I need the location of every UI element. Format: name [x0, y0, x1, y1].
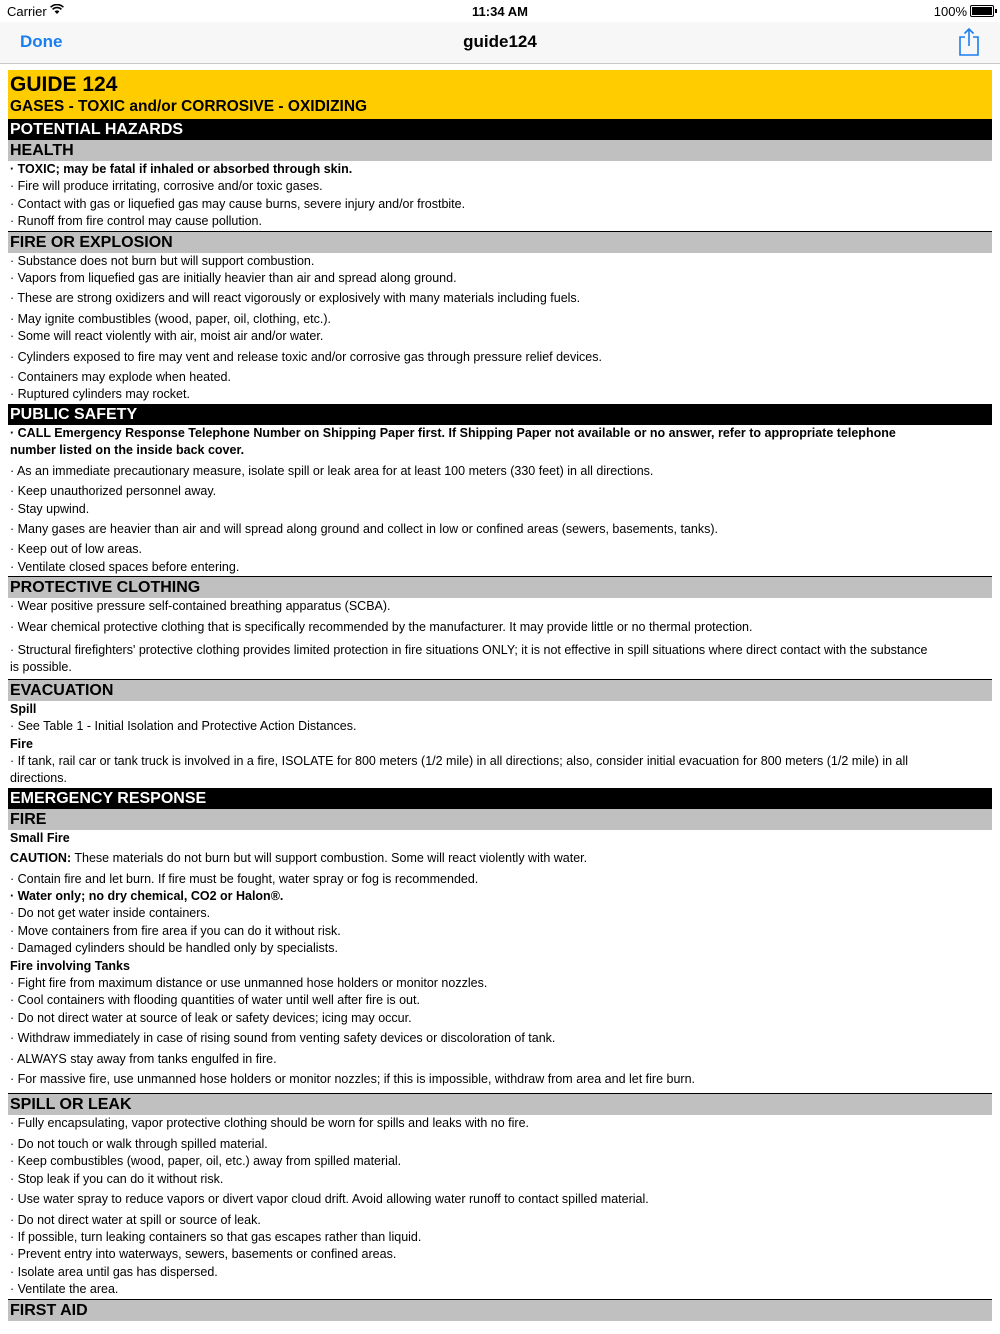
battery-icon — [970, 5, 994, 17]
spill-leak-header: SPILL OR LEAK — [8, 1093, 992, 1115]
fire-header: FIRE — [8, 809, 992, 830]
public-safety-line: number listed on the inside back cover. — [10, 443, 245, 458]
health-line: · Contact with gas or liquefied gas may cause burns, severe injury and/or frostbite. — [10, 196, 466, 211]
spill-leak-line: · Isolate area until gas has dispersed. — [10, 1264, 218, 1279]
fire-explosion-line: · Cylinders exposed to fire may vent and release toxic and/or corrosive gas through pressure relief devices. — [10, 349, 602, 364]
guide-document — [8, 70, 992, 1321]
spill-leak-line: · Ventilate the area. — [10, 1282, 119, 1297]
spill-leak-line: · If possible, turn leaking containers so that gas escapes rather than liquid. — [10, 1229, 422, 1244]
small-fire-line: · Contain fire and let burn. If fire must be fought, water spray or fog is recommended. — [10, 871, 479, 886]
fire-explosion-line: · Some will react violently with air, moist air and/or water. — [10, 329, 324, 344]
page-title: guide124 — [463, 32, 537, 51]
spill-leak-line: · Keep combustibles (wood, paper, oil, etc.) away from spilled material. — [10, 1154, 402, 1169]
caution-line — [8, 850, 992, 867]
evacuation-line: · If tank, rail car or tank truck is involved in a fire, ISOLATE for 800 meters (1/2 mile) in all directions; also, consider initial evacuation for 800 meters (1/2 mile) in all — [10, 753, 909, 768]
public-safety-line: · Many gases are heavier than air and will spread along ground and collect in low or confined areas (sewers, basements, tanks). — [10, 521, 719, 536]
evacuation-line: directions. — [10, 771, 67, 786]
evacuation-line: · See Table 1 - Initial Isolation and Protective Action Distances. — [10, 719, 357, 734]
guide-title: GUIDE 124 — [10, 73, 118, 96]
tanks-fire-line: · Withdraw immediately in case of rising sound from venting safety devices or discoloration of tank. — [10, 1031, 556, 1046]
small-fire-line: · Move containers from fire area if you can do it without risk. — [10, 923, 341, 938]
spill-leak-line: · Prevent entry into waterways, sewers, basements or confined areas. — [10, 1247, 397, 1262]
protective-clothing-line: · Wear chemical protective clothing that is specifically recommended by the manufacturer. It may provide little or no thermal protection. — [10, 619, 753, 634]
share-icon[interactable] — [956, 27, 982, 57]
first-aid-header: FIRST AID — [8, 1299, 992, 1321]
tanks-fire-label: Fire involving Tanks — [10, 958, 130, 973]
public-safety-line: · Keep out of low areas. — [10, 542, 143, 557]
fire-explosion-line: · Substance does not burn but will support combustion. — [10, 253, 315, 268]
protective-clothing-header: PROTECTIVE CLOTHING — [8, 576, 992, 598]
small-fire-line: · Damaged cylinders should be handled only by specialists. — [10, 941, 338, 956]
small-fire-label: Small Fire — [10, 830, 70, 845]
tanks-fire-line: · Cool containers with flooding quantities of water until well after fire is out. — [10, 993, 420, 1008]
health-line: · Fire will produce irritating, corrosive and/or toxic gases. — [10, 179, 323, 194]
public-safety-line: · Keep unauthorized personnel away. — [10, 484, 217, 499]
public-safety-line: · Ventilate closed spaces before entering. — [10, 559, 240, 574]
protective-clothing-line: is possible. — [10, 660, 72, 675]
spill-leak-line: · Use water spray to reduce vapors or divert vapor cloud drift. Avoid allowing water runoff to contact spilled material. — [10, 1192, 649, 1207]
guide-subtitle: GASES - TOXIC and/or CORROSIVE - OXIDIZING — [10, 98, 368, 115]
fire-explosion-line: · May ignite combustibles (wood, paper, oil, clothing, etc.). — [10, 311, 331, 326]
public-safety-line: · CALL Emergency Response Telephone Number on Shipping Paper first. If Shipping Paper not available or no answer, refer to appropriate telephone — [10, 425, 896, 440]
emergency-response-header: EMERGENCY RESPONSE — [8, 788, 992, 809]
protective-clothing-line: · Wear positive pressure self-contained breathing apparatus (SCBA). — [10, 599, 391, 614]
evacuation-spill-label: Spill — [10, 701, 37, 716]
fire-explosion-line: · These are strong oxidizers and will react vigorously or explosively with many materials including fuels. — [10, 291, 581, 306]
small-fire-line: · Do not get water inside containers. — [10, 906, 211, 921]
status-bar — [0, 0, 1000, 22]
navigation-bar — [0, 22, 1000, 64]
tanks-fire-line: · For massive fire, use unmanned hose holders or monitor nozzles; if this is impossible, withdraw from area and let fire burn. — [10, 1072, 696, 1087]
fire-explosion-header: FIRE OR EXPLOSION — [8, 231, 992, 253]
spill-leak-line: · Stop leak if you can do it without risk. — [10, 1171, 224, 1186]
public-safety-line: · Stay upwind. — [10, 501, 90, 516]
fire-explosion-line: · Containers may explode when heated. — [10, 370, 231, 385]
caution-label: CAUTION: — [10, 851, 72, 866]
clock: 11:34 AM — [472, 4, 528, 19]
guide-header — [8, 70, 992, 119]
health-line: · TOXIC; may be fatal if inhaled or absorbed through skin. — [10, 162, 353, 176]
small-fire-line: · Water only; no dry chemical, CO2 or Halon®. — [10, 889, 284, 903]
done-button[interactable]: Done — [20, 32, 63, 51]
health-line: · Runoff from fire control may cause pollution. — [10, 214, 262, 229]
health-header: HEALTH — [8, 140, 992, 161]
tanks-fire-line: · Do not direct water at source of leak or safety devices; icing may occur. — [10, 1010, 412, 1025]
public-safety-header: PUBLIC SAFETY — [8, 404, 992, 425]
spill-leak-line: · Do not direct water at spill or source of leak. — [10, 1212, 261, 1227]
evacuation-fire-label: Fire — [10, 736, 33, 751]
evacuation-header: EVACUATION — [8, 679, 992, 701]
protective-clothing-line: · Structural firefighters' protective clothing provides limited protection in fire situations ONLY; it is not effective in spill situations where direct contact with the substance — [10, 642, 928, 657]
caution-text: These materials do not burn but will support combustion. Some will react violently with water. — [71, 851, 588, 866]
carrier-label: Carrier — [7, 4, 47, 19]
spill-leak-line: · Do not touch or walk through spilled material. — [10, 1136, 268, 1151]
fire-explosion-line: · Ruptured cylinders may rocket. — [10, 387, 190, 402]
public-safety-line: · As an immediate precautionary measure, isolate spill or leak area for at least 100 meters (330 feet) in all directions. — [10, 463, 654, 478]
battery-percentage: 100% — [933, 4, 967, 19]
potential-hazards-header: POTENTIAL HAZARDS — [8, 119, 992, 140]
tanks-fire-line: · ALWAYS stay away from tanks engulfed in fire. — [10, 1051, 277, 1066]
fire-explosion-line: · Vapors from liquefied gas are initially heavier than air and spread along ground. — [10, 271, 457, 286]
spill-leak-line: · Fully encapsulating, vapor protective clothing should be worn for spills and leaks with no fire. — [10, 1116, 530, 1131]
tanks-fire-line: · Fight fire from maximum distance or use unmanned hose holders or monitor nozzles. — [10, 976, 488, 991]
